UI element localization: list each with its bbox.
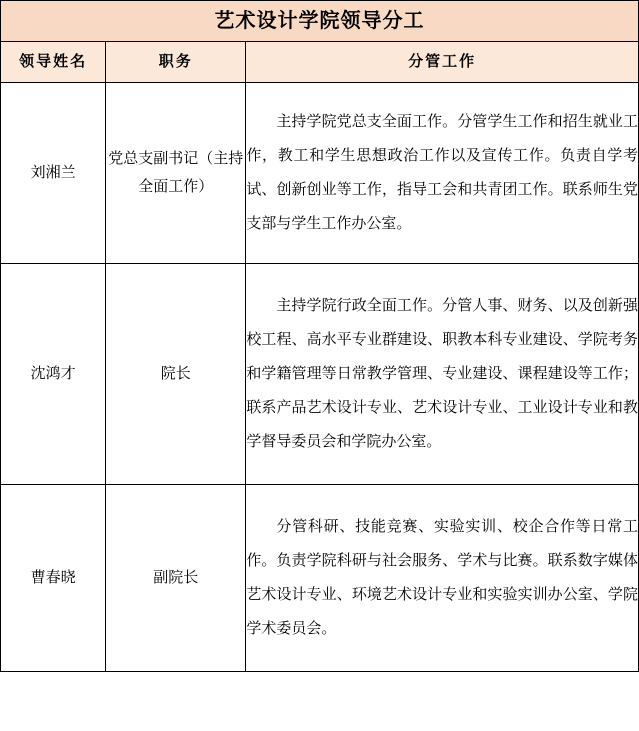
leader-duty: 主持学院行政全面工作。分管人事、财务、以及创新强校工程、高水平专业群建设、职教本科专业建设、学院考务和学籍管理等日常教学管理、专业建设、课程建设等工作；联系产品艺术设计专业、艺术设计专业、工业设计专业和教学督导委员会和学院办公室。 — [246, 264, 639, 485]
leader-name: 刘湘兰 — [1, 83, 106, 264]
leader-post: 党总支副书记（主持全面工作） — [106, 83, 246, 264]
leader-post: 院长 — [106, 264, 246, 485]
table-title-row — [1, 1, 639, 42]
page-title: 艺术设计学院领导分工 — [1, 1, 639, 42]
leader-duty: 主持学院党总支全面工作。分管学生工作和招生就业工作，教工和学生思想政治工作以及宣传工作。负责自学考试、创新创业等工作，指导工会和共青团工作。联系师生党支部与学生工作办公室。 — [246, 83, 639, 264]
column-header-duty: 分管工作 — [246, 42, 639, 83]
column-header-post: 职务 — [106, 42, 246, 83]
table-row — [1, 83, 639, 264]
leader-duty: 分管科研、技能竞赛、实验实训、校企合作等日常工作。负责学院科研与社会服务、学术与比赛。联系数字媒体艺术设计专业、环境艺术设计专业和实验实训办公室、学院学术委员会。 — [246, 485, 639, 672]
table-row — [1, 264, 639, 485]
leader-name: 曹春晓 — [1, 485, 106, 672]
table-header-row — [1, 42, 639, 83]
leader-name: 沈鸿才 — [1, 264, 106, 485]
column-header-name: 领导姓名 — [1, 42, 106, 83]
table-row — [1, 485, 639, 672]
leader-post: 副院长 — [106, 485, 246, 672]
